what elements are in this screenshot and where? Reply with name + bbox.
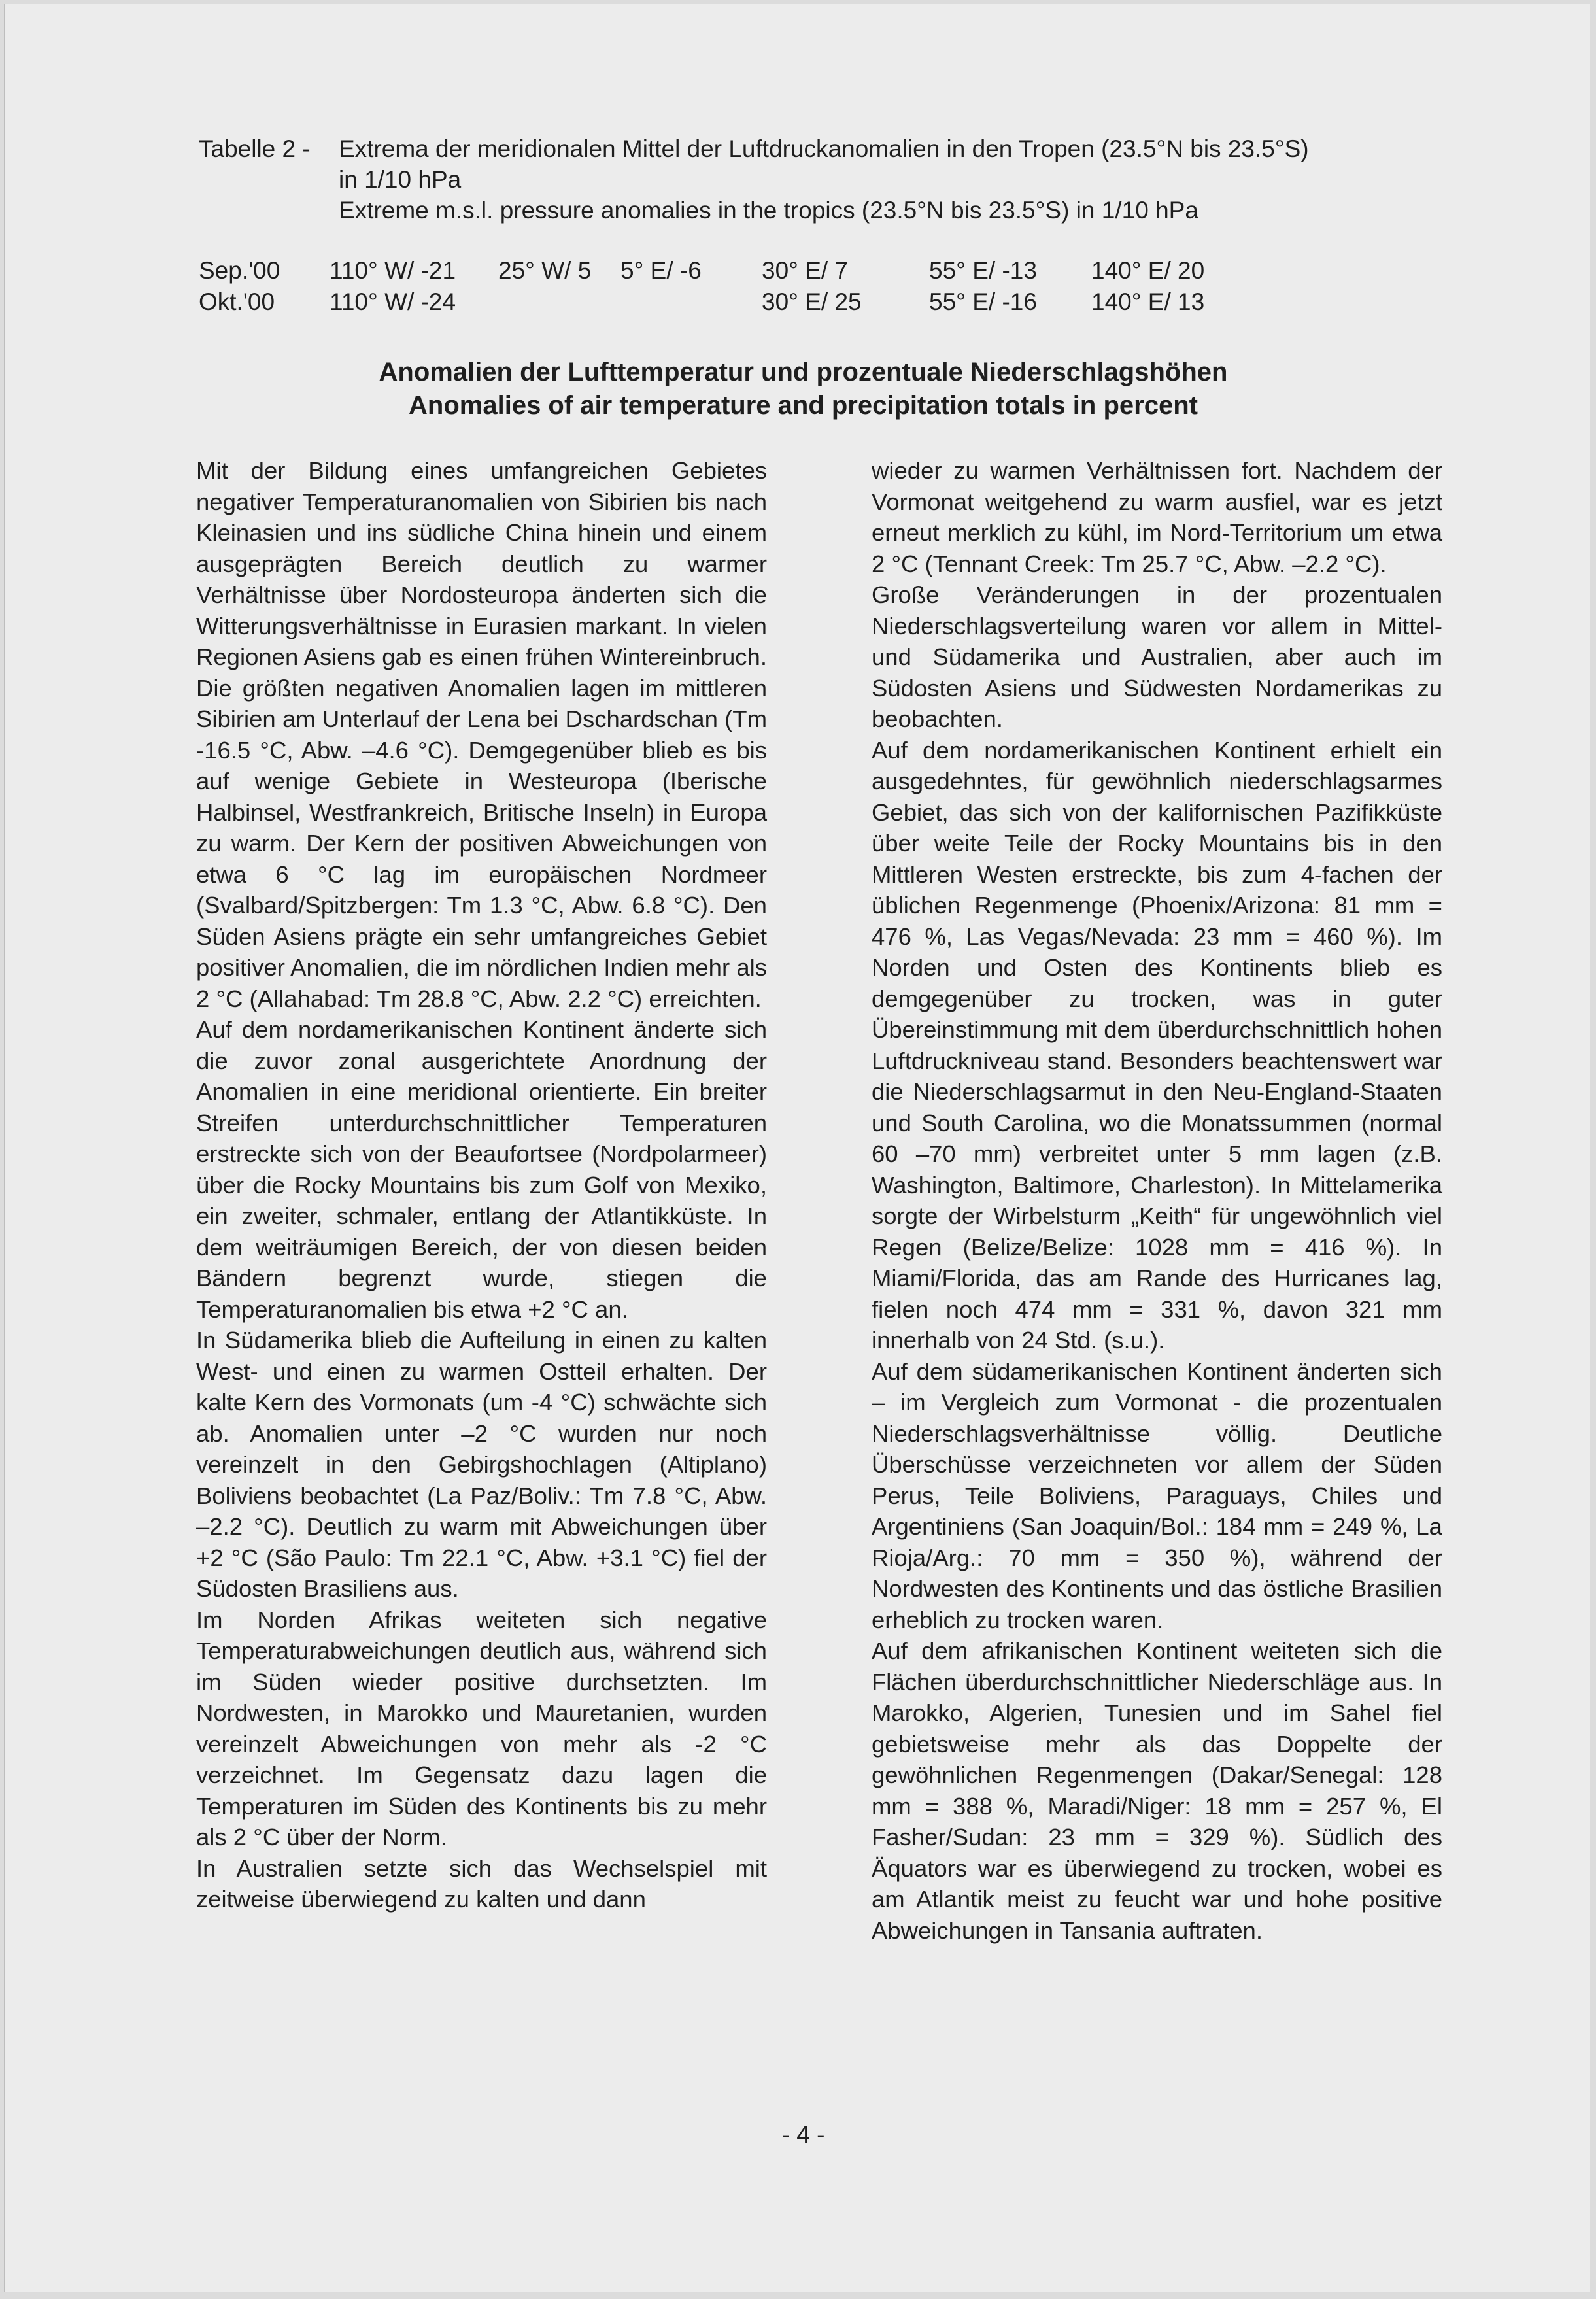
paragraph: In Südamerika blieb die Aufteilung in einen zu kalten West- und einen zu warmen Ostteil erhalten. Der kalte Kern des Vormonats (um -4 °C) schwächte sich ab. Anomalien unter –2 °C wurden nur noch vereinzelt in den Gebirgshochlagen (Altiplano) Boliviens beobachtet (La Paz/Boliv.: Tm 7.8 °C, Abw. –2.2 °C). Deutlich zu warm mit Abweichungen über +2 °C (São Paulo: Tm 22.1 °C, Abw. +3.1 °C) fiel der Südosten Brasiliens aus. <box>196 1327 767 1602</box>
paragraph: Im Norden Afrikas weiteten sich negative Temperaturabweichungen deutlich aus, während sich im Süden wieder positive durchsetzten. Im Nordwesten, in Marokko und Mauretanien, wurden vereinzelt Abweichungen von mehr als -2 °C verzeichnet. Im Gegensatz dazu lagen die Temperaturen im Süden des Kontinents bis zu mehr als 2 °C über der Norm. <box>196 1606 767 1850</box>
table-cell: 55° E/ -13 <box>929 257 1037 284</box>
table-cell: 5° E/ -6 <box>620 257 702 284</box>
table-cell: Sep.'00 <box>199 257 280 284</box>
table-cell: 110° W/ -21 <box>330 257 456 284</box>
table-cell: Okt.'00 <box>199 288 275 315</box>
paragraph: Große Veränderungen in der prozentualen Niederschlagsverteilung waren vor allem in Mittel- und Südamerika und Australien, aber auch im Südosten Asiens und Südwesten Nordamerikas zu beobachten. <box>872 581 1442 732</box>
table-row <box>199 255 1209 286</box>
table-caption-line: Extreme m.s.l. pressure anomalies in the tropics (23.5°N bis 23.5°S) in 1/10 hPa <box>339 197 1198 224</box>
text-column-left <box>196 455 767 1915</box>
paragraph: Auf dem nordamerikanischen Kontinent erhielt ein ausgedehntes, für gewöhnlich niederschlagsarmes Gebiet, das sich von der kalifornischen Pazifikküste über weite Teile der Rocky Mountains bis in den Mittleren Westen erstreckte, bis zum 4-fachen der üblichen Regenmenge (Phoenix/Arizona: 81 mm = 476 %, Las Vegas/Nevada: 23 mm = 460 %). Im Norden und Osten des Kontinents blieb es demgegenüber zu trocken, was in guter Übereinstimmung mit dem überdurchschnittlich hohen Luftdruckniveau stand. Besonders beachtenswert war die Niederschlagsarmut in den Neu-England-Staaten und South Carolina, wo die Monatssummen (normal 60 –70 mm) verbreitet unter 5 mm lagen (z.B. Washington, Baltimore, Charleston). In Mittelamerika sorgte der Wirbelsturm „Keith“ für ungewöhnlich viel Regen (Belize/Belize: 1028 mm = 416 %). In Miami/Florida, das am Rande des Hurricanes lag, fielen noch 474 mm = 331 %, davon 321 mm innerhalb von 24 Std. (s.u.). <box>872 736 1442 1354</box>
table-cell: 30° E/ 25 <box>762 288 862 315</box>
table-cell: 140° E/ 13 <box>1091 288 1205 315</box>
table-caption-text <box>339 133 1309 226</box>
table-cell: 140° E/ 20 <box>1091 257 1205 284</box>
table-cell: 25° W/ 5 <box>498 257 592 284</box>
pressure-anomaly-table <box>199 255 1209 318</box>
table-cell: 55° E/ -16 <box>929 288 1037 315</box>
table-cell <box>620 286 762 318</box>
table-caption-line: in 1/10 hPa <box>339 166 462 193</box>
table-caption <box>199 133 1309 226</box>
paragraph: Auf dem nordamerikanischen Kontinent änderte sich die zuvor zonal ausgerichtete Anordnung der Anomalien in eine meridional orientierte. Ein breiter Streifen unterdurchschnittlicher Temperaturen erstreckte sich von der Beaufortsee (Nordpolarmeer) über die Rocky Mountains bis zum Golf von Mexiko, ein zweiter, schmaler, entlang der Atlantikküste. In dem weiträumigen Bereich, der von diesen beiden Bändern begrenzt wurde, stiegen die Temperaturanomalien bis etwa +2 °C an. <box>196 1016 767 1323</box>
page-number: - 4 - <box>781 2121 825 2148</box>
table-cell: 110° W/ -24 <box>330 288 456 315</box>
table-row <box>199 286 1209 318</box>
pressure-anomaly-table-block <box>199 133 1309 318</box>
table-cell <box>498 286 620 318</box>
section-heading-english: Anomalies of air temperature and precipitation totals in percent <box>409 391 1198 420</box>
paragraph: wieder zu warmen Verhältnissen fort. Nachdem der Vormonat weitgehend zu warm ausfiel, war es jetzt erneut merklich zu kühl, im Nord-Territorium um etwa 2 °C (Tennant Creek: Tm 25.7 °C, Abw. –2.2 °C). <box>872 457 1442 577</box>
section-heading-german: Anomalien der Lufttemperatur und prozentuale Niederschlagshöhen <box>379 358 1228 386</box>
document-page <box>4 4 1590 2292</box>
table-cell: 30° E/ 7 <box>762 257 849 284</box>
section-heading <box>5 356 1596 422</box>
paragraph: Mit der Bildung eines umfangreichen Gebietes negativer Temperaturanomalien von Sibirien bis nach Kleinasien und ins südliche China hinein und einem ausgeprägten Bereich deutlich zu warmer Verhältnisse über Nordosteuropa änderten sich die Witterungsverhältnisse in Eurasien markant. In vielen Regionen Asiens gab es einen frühen Wintereinbruch. Die größten negativen Anomalien lagen im mittleren Sibirien am Unterlauf der Lena bei Dschardschan (Tm -16.5 °C, Abw. –4.6 °C). Demgegenüber blieb es bis auf wenige Gebiete in Westeuropa (Iberische Halbinsel, Westfrankreich, Britische Inseln) in Europa zu warm. Der Kern der positiven Abweichungen von etwa 6 °C lag im europäischen Nordmeer (Svalbard/Spitzbergen: Tm 1.3 °C, Abw. 6.8 °C). Den Süden Asiens prägte ein sehr umfangreiches Gebiet positiver Anomalien, die im nördlichen Indien mehr als 2 °C (Allahabad: Tm 28.8 °C, Abw. 2.2 °C) erreichten. <box>196 457 767 1012</box>
table-caption-line: Extrema der meridionalen Mittel der Luftdruckanomalien in den Tropen (23.5°N bis 23.5°S) <box>339 135 1309 162</box>
paragraph: In Australien setzte sich das Wechselspiel mit zeitweise überwiegend zu kalten und dann <box>196 1854 767 1913</box>
paragraph: Auf dem südamerikanischen Kontinent änderten sich – im Vergleich zum Vormonat - die prozentualen Niederschlagsverhältnisse völlig. Deutliche Überschüsse verzeichneten vor allem der Süden Perus, Teile Boliviens, Paraguays, Chiles und Argentiniens (San Joaquin/Bol.: 184 mm = 249 %, La Rioja/Arg.: 70 mm = 350 %), während der Nordwesten des Kontinents und das östliche Brasilien erheblich zu trocken waren. <box>872 1357 1442 1633</box>
table-caption-prefix: Tabelle 2 - <box>199 135 311 162</box>
text-column-right <box>872 455 1442 1946</box>
paragraph: Auf dem afrikanischen Kontinent weiteten sich die Flächen überdurchschnittlicher Niederschläge aus. In Marokko, Algerien, Tunesien und im Sahel fiel gebietsweise mehr als das Doppelte der gewöhnlichen Regenmengen (Dakar/Senegal: 128 mm = 388 %, Maradi/Niger: 18 mm = 257 %, El Fasher/Sudan: 23 mm = 329 %). Südlich des Äquators war es überwiegend zu trocken, wobei es am Atlantik meist zu feucht war und hohe positive Abweichungen in Tansania auftraten. <box>872 1637 1442 1944</box>
